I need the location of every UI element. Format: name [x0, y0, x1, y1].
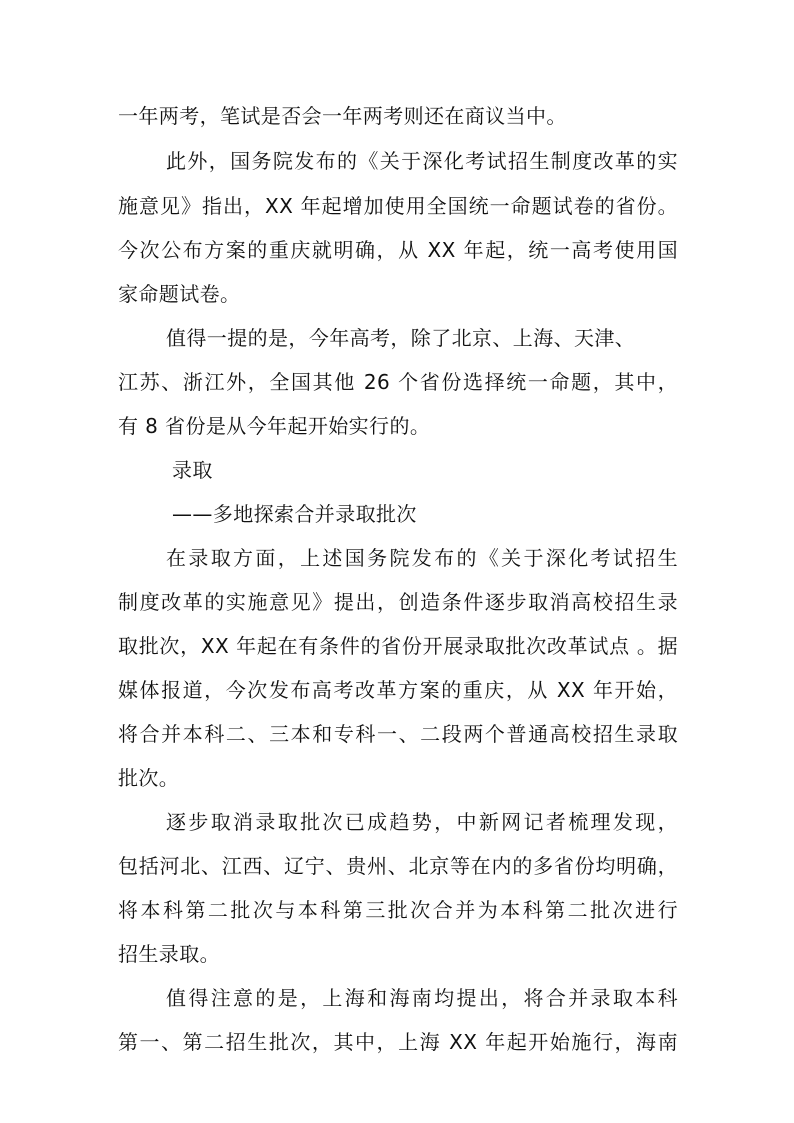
- text-line-8: 有 8 省份是从今年起开始实行的。: [118, 414, 431, 438]
- text-line-14: 媒体报道，今次发布高考改革方案的重庆，从 XX 年开始，: [118, 678, 678, 702]
- text-line-20: 招生录取。: [118, 942, 220, 966]
- text-line-2: 此外，国务院发布的《关于深化考试招生制度改革的实: [166, 149, 678, 173]
- text-line-16: 批次。: [118, 766, 180, 790]
- text-line-12: 制度改革的实施意见》提出，创造条件逐步取消高校招生录: [118, 590, 678, 614]
- text-line-3: 施意见》指出，XX 年起增加使用全国统一命题试卷的省份。: [118, 194, 678, 218]
- text-line-21: 值得注意的是，上海和海南均提出，将合并录取本科: [166, 986, 678, 1010]
- text-line-4: 今次公布方案的重庆就明确，从 XX 年起，统一高考使用国: [118, 238, 678, 262]
- text-line-7: 江苏、浙江外，全国其他 26 个省份选择统一命题，其中，: [118, 370, 678, 394]
- text-line-1: 一年两考，笔试是否会一年两考则还在商议当中。: [118, 104, 567, 128]
- section-subheading: ——多地探索合并录取批次: [172, 502, 417, 526]
- text-line-6: 值得一提的是，今年高考，除了北京、上海、天津、: [166, 326, 636, 350]
- text-line-22: 第一、第二招生批次，其中，上海 XX 年起开始施行，海南: [118, 1030, 678, 1054]
- text-line-5: 家命题试卷。: [118, 282, 241, 306]
- text-line-11: 在录取方面，上述国务院发布的《关于深化考试招生: [166, 546, 678, 570]
- text-line-18: 包括河北、江西、辽宁、贵州、北京等在内的多省份均明确，: [118, 854, 678, 878]
- text-line-15: 将合并本科二、三本和专科一、二段两个普通高校招生录取: [118, 722, 678, 746]
- text-line-17: 逐步取消录取批次已成趋势，中新网记者梳理发现，: [166, 810, 678, 834]
- section-heading: 录取: [172, 458, 213, 482]
- text-line-13: 取批次，XX 年起在有条件的省份开展录取批次改革试点 。据: [118, 634, 678, 658]
- text-line-19: 将本科第二批次与本科第三批次合并为本科第二批次进行: [118, 898, 678, 922]
